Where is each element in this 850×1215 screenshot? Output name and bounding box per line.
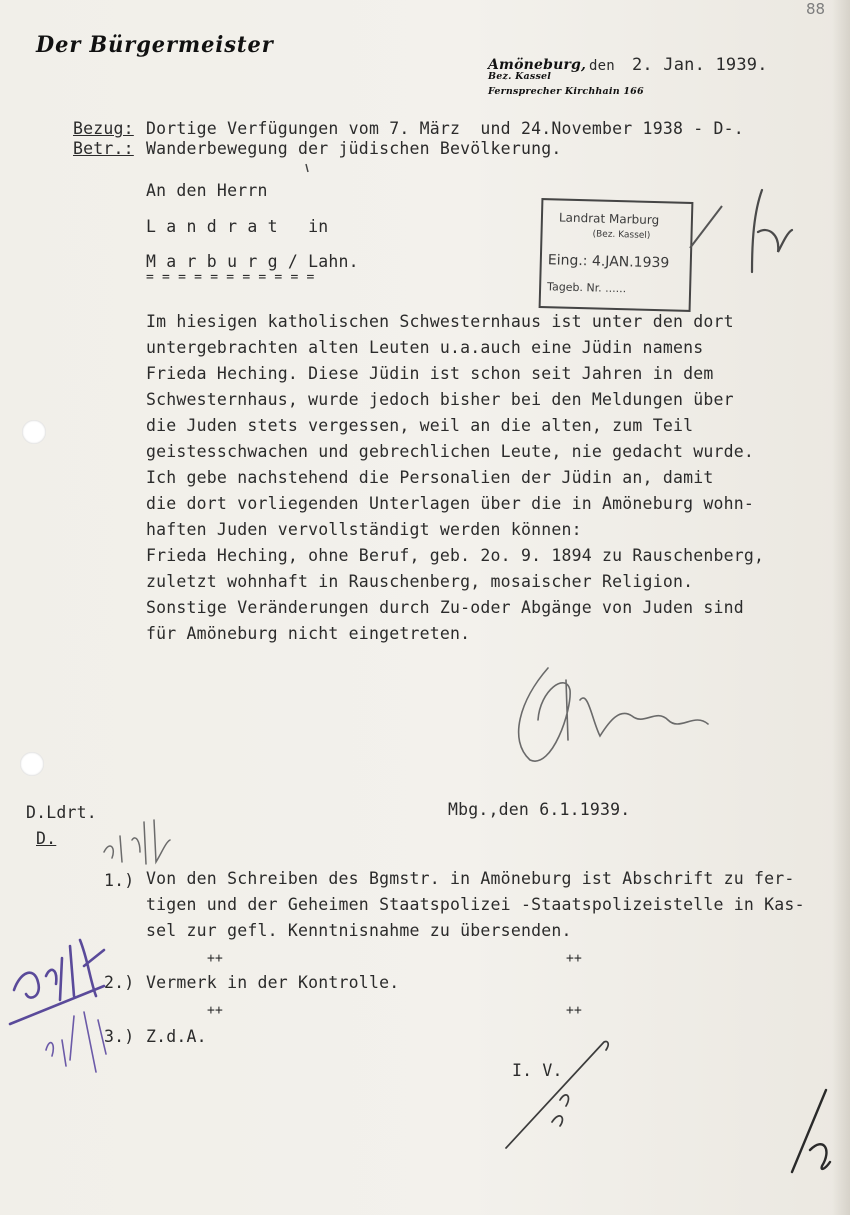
sender-label: D.Ldrt. (26, 803, 97, 822)
item-2-number: 2.) (104, 973, 135, 992)
item-1-line-3: sel zur gefl. Kenntnisnahme zu übersenden. (146, 921, 572, 940)
body-line-8: die dort vorliegenden Unterlagen über die in Amöneburg wohn- (146, 494, 755, 513)
page-number: 88 (806, 0, 826, 18)
body-line-4: Schwesternhaus, wurde jedoch bisher bei den Meldungen über (146, 390, 734, 409)
letterhead-place: Amöneburg, (488, 57, 587, 73)
item-1-number: 1.) (104, 871, 135, 890)
body-line-7: Ich gebe nachstehend die Personalien der Jüdin an, damit (146, 468, 714, 487)
letter-date: 2. Jan. 1939. (632, 55, 768, 75)
bezug-text: Dortige Verfügungen vom 7. März und 24.November 1938 - D-. (146, 119, 744, 138)
betr-label: Betr.: (73, 139, 134, 158)
body-line-6: geistesschwachen und gebrechlichen Leute, nie gedacht wurde. (146, 442, 755, 461)
mayor-signature (519, 668, 708, 761)
item-1-line-1: Von den Schreiben des Bgmstr. in Amöneburg ist Abschrift zu fer- (146, 869, 795, 888)
body-line-11: zuletzt wohnhaft in Rauschenberg, mosaischer Religion. (146, 572, 694, 591)
d-label: D. (36, 829, 57, 848)
iv-signature (506, 1041, 608, 1148)
plus-mark-4: ++ (566, 1003, 583, 1018)
plus-mark-1: ++ (207, 951, 224, 966)
item-3-number: 3.) (104, 1027, 135, 1046)
betr-text: Wanderbewegung der jüdischen Bevölkerung. (146, 139, 562, 158)
body-line-9: haften Juden vervollständigt werden können: (146, 520, 582, 539)
pencil-note-erl (104, 820, 170, 864)
stray-mark (306, 164, 308, 172)
item-1-line-2: tigen und der Geheimen Staatspolizei -Staatspolizeistelle in Kas- (146, 895, 805, 914)
body-line-10: Frieda Heching, ohne Beruf, geb. 2o. 9. 1894 zu Rauschenberg, (146, 546, 765, 565)
letterhead-phone: Fernsprecher Kirchhain 166 (488, 86, 644, 97)
lower-place-date: Mbg.,den 6.1.1939. (448, 800, 631, 819)
body-line-1: Im hiesigen katholischen Schwesternhaus ist unter den dort (146, 312, 734, 331)
address-line-3: M a r b u r g / Lahn. (146, 252, 359, 271)
bezug-label: Bezug: (73, 119, 134, 138)
item-3-text: Z.d.A. (146, 1027, 207, 1046)
violet-ink-notation (10, 940, 104, 1024)
body-line-2: untergebrachten alten Leuten u.a.auch eine Jüdin namens (146, 338, 704, 357)
pencil-initials (752, 190, 792, 272)
violet-ink-date (46, 1012, 106, 1072)
address-underline: = = = = = = = = = = = (146, 270, 315, 285)
item-2-text: Vermerk in der Kontrolle. (146, 973, 400, 992)
stamp-line-2: (Bez. Kassel) (592, 229, 651, 241)
stamp-line-3: Eing.: 4.JAN.1939 (547, 252, 670, 272)
pencil-check-mark (690, 206, 722, 248)
bottom-initials (792, 1090, 830, 1172)
body-line-3: Frieda Heching. Diese Jüdin ist schon seit Jahren in dem (146, 364, 714, 383)
plus-mark-2: ++ (566, 951, 583, 966)
letterhead-district: Bez. Kassel (488, 71, 552, 82)
body-line-12: Sonstige Veränderungen durch Zu-oder Abgänge von Juden sind (146, 598, 744, 617)
letterhead-den: den (589, 58, 615, 74)
body-line-13: für Amöneburg nicht eingetreten. (146, 624, 471, 643)
iv-label: I. V. (512, 1061, 563, 1080)
body-line-5: die Juden stets vergessen, weil an die alten, zum Teil (146, 416, 694, 435)
plus-mark-3: ++ (207, 1003, 224, 1018)
address-line-1: An den Herrn (146, 181, 268, 200)
letterhead-title: Der Bürgermeister (36, 32, 274, 58)
address-line-2: L a n d r a t in (146, 217, 329, 236)
stamp-line-1: Landrat Marburg (558, 210, 660, 228)
stamp-line-4: Tageb. Nr. ...... (546, 280, 627, 296)
